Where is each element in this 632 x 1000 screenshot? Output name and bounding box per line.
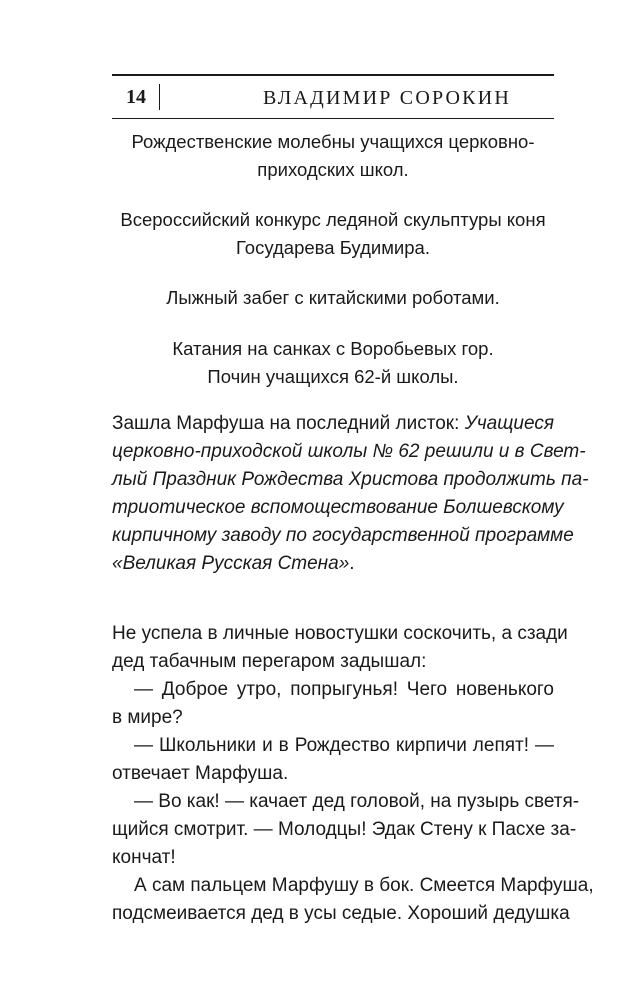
paragraph-line: — Во как! — качает дед головой, на пузырь светя- — [134, 791, 580, 812]
announcement-line: Всероссийский конкурс ледяной скульптуры коня — [120, 209, 546, 230]
paragraph-line: — Доброе утро, попрыгунья! Чего новенького — [134, 679, 554, 700]
paragraph-line: церковно-приходской школы № 62 решили и в Свет- — [112, 441, 586, 462]
announcement-3 — [112, 284, 554, 312]
quoted-italic-text: «Великая Русская Стена» — [112, 553, 350, 574]
paragraph-line: дед табачным перегаром задышал: — [112, 651, 427, 672]
paragraph-text: Зашла Марфуша на последний листок: — [112, 413, 465, 434]
paragraph-line — [112, 410, 554, 438]
paragraph-text: . — [349, 553, 355, 574]
announcement-line: Катания на санках с Воробьевых гор. — [172, 338, 494, 359]
paragraph-dialogue — [112, 620, 594, 928]
announcement-1 — [112, 128, 554, 184]
paragraph-line: в мире? — [112, 707, 183, 728]
paragraph-line: отвечает Марфуша. — [112, 763, 289, 784]
announcement-4 — [112, 335, 554, 391]
paragraph-line: кирпичному заводу по государственной программе — [112, 525, 574, 546]
running-header-author: ВЛАДИМИР СОРОКИН — [262, 87, 512, 109]
announcement-line: Лыжный забег с китайскими роботами. — [166, 287, 500, 308]
paragraph-line: кончат! — [112, 847, 176, 868]
quoted-italic-text: Учащиеся — [464, 413, 554, 434]
announcement-line: Государева Будимира. — [236, 237, 430, 258]
paragraph-line: Не успела в личные новостушки соскочить, а сзади — [112, 623, 568, 644]
page-number: 14 — [126, 86, 146, 108]
paragraph-news-item — [112, 410, 589, 578]
announcement-line: Рождественские молебны учащихся церковно- — [131, 131, 535, 152]
paragraph-line — [112, 550, 554, 578]
paragraph-line: — Школьники и в Рождество кирпичи лепят! — — [134, 735, 554, 756]
paragraph-line: триотическое вспомоществование Болшевскому — [112, 497, 564, 518]
paragraph-line: А сам пальцем Марфушу в бок. Смеется Марфуша, — [134, 875, 594, 896]
announcement-2 — [112, 206, 554, 262]
paragraph-line: лый Праздник Рождества Христова продолжить па- — [112, 469, 589, 490]
header-divider — [159, 84, 160, 110]
paragraph-line: щийся смотрит. — Молодцы! Эдак Стену к Пасхе за- — [112, 819, 577, 840]
running-header — [112, 74, 554, 119]
announcement-line: Почин учащихся 62-й школы. — [207, 366, 459, 387]
announcement-line: приходских школ. — [257, 159, 409, 180]
paragraph-line: подсмеивается дед в усы седые. Хороший дедушка — [112, 903, 570, 924]
